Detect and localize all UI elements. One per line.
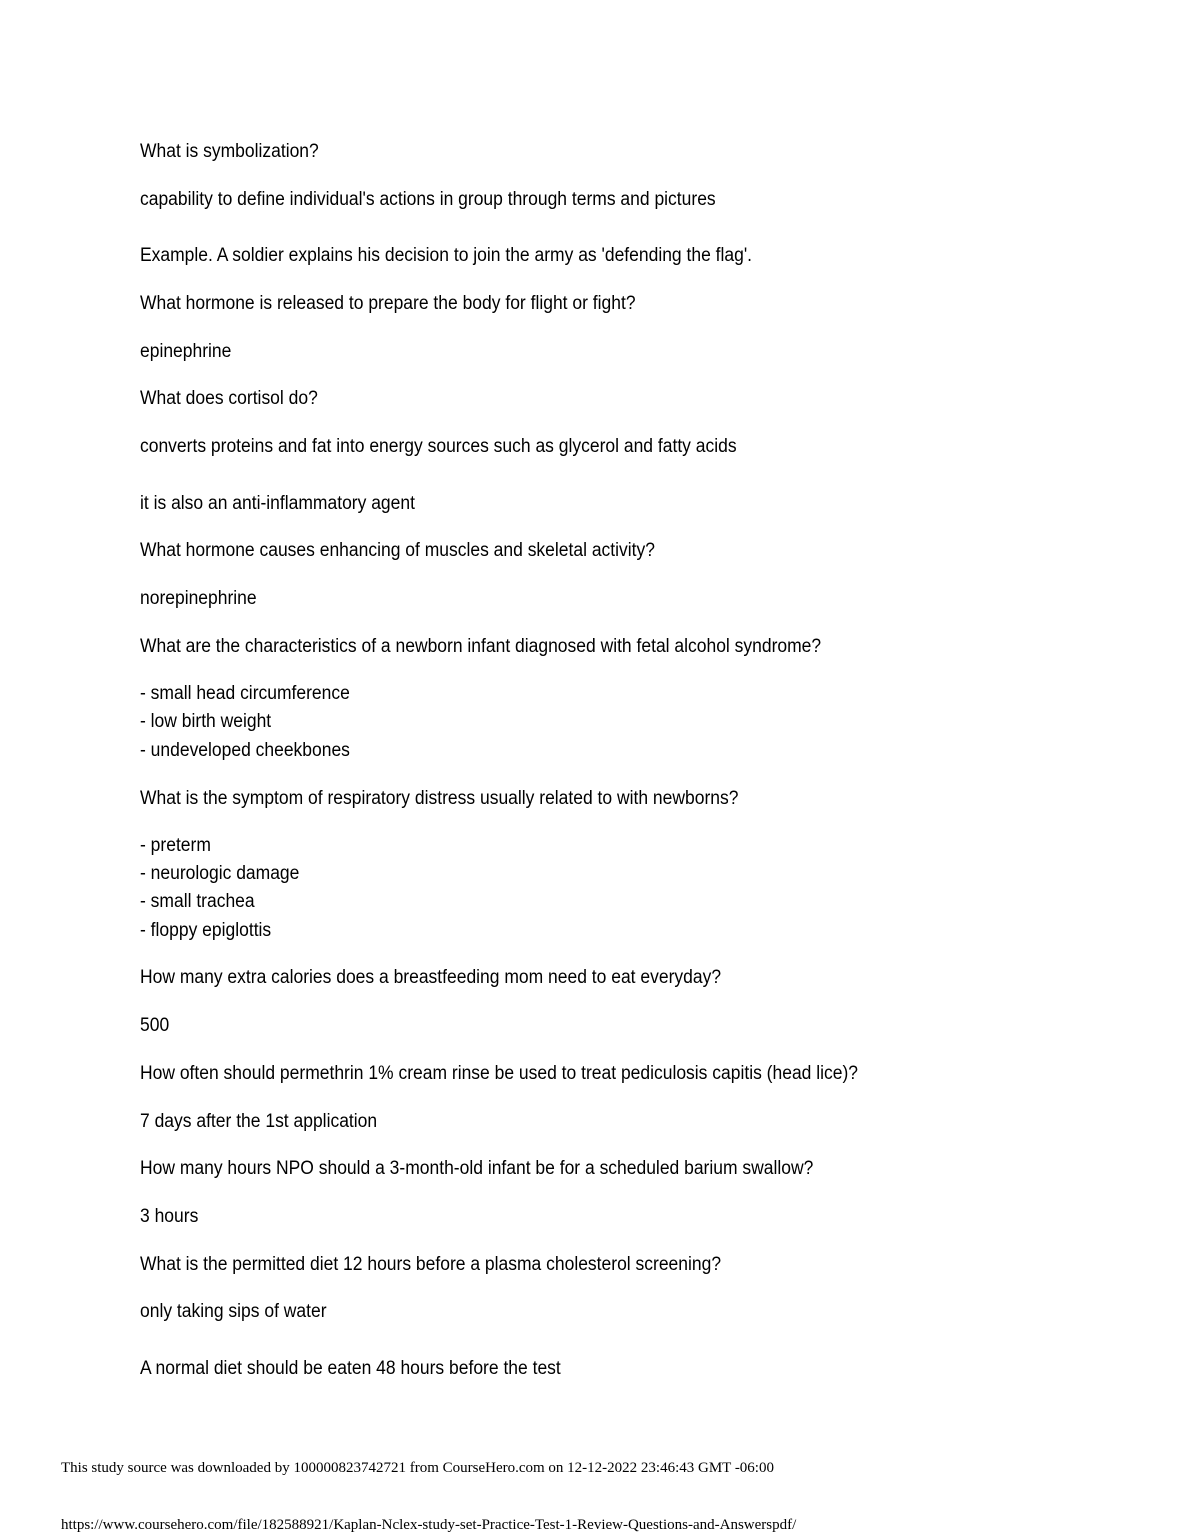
answer-epinephrine: epinephrine bbox=[140, 341, 232, 362]
list-item: - low birth weight bbox=[140, 711, 272, 732]
list-item: - preterm bbox=[140, 835, 211, 856]
answer-breastfeeding-calories: 500 bbox=[140, 1015, 170, 1036]
question-breastfeeding-calories: How many extra calories does a breastfeeding mom need to eat everyday? bbox=[140, 967, 722, 988]
list-item: - neurologic damage bbox=[140, 863, 300, 884]
source-url[interactable]: https://www.coursehero.com/file/182588921/Kaplan-Nclex-study-set-Practice-Test-1-Review-Questions-and-Answerspdf/ bbox=[61, 1517, 797, 1533]
list-item: - floppy epiglottis bbox=[140, 920, 272, 941]
answer-cholesterol-diet-extra: A normal diet should be eaten 48 hours before the test bbox=[140, 1358, 561, 1379]
list-item: - undeveloped cheekbones bbox=[140, 740, 350, 761]
answer-norepinephrine: norepinephrine bbox=[140, 588, 257, 609]
question-respiratory-distress: What is the symptom of respiratory distress usually related to with newborns? bbox=[140, 788, 739, 809]
answer-npo-hours: 3 hours bbox=[140, 1206, 199, 1227]
question-npo-hours: How many hours NPO should a 3-month-old infant be for a scheduled barium swallow? bbox=[140, 1158, 814, 1179]
list-item: - small trachea bbox=[140, 891, 255, 912]
question-flight-fight-hormone: What hormone is released to prepare the body for flight or fight? bbox=[140, 293, 636, 314]
list-item: - small head circumference bbox=[140, 683, 350, 704]
question-cholesterol-diet: What is the permitted diet 12 hours before a plasma cholesterol screening? bbox=[140, 1254, 722, 1275]
question-cortisol: What does cortisol do? bbox=[140, 388, 318, 409]
question-symbolization: What is symbolization? bbox=[140, 141, 319, 162]
answer-cholesterol-diet: only taking sips of water bbox=[140, 1301, 327, 1322]
answer-cortisol: converts proteins and fat into energy sources such as glycerol and fatty acids bbox=[140, 436, 737, 457]
answer-symbolization: capability to define individual's actions in group through terms and pictures bbox=[140, 189, 716, 210]
example-symbolization: Example. A soldier explains his decision to join the army as 'defending the flag'. bbox=[140, 245, 753, 266]
question-fetal-alcohol: What are the characteristics of a newborn infant diagnosed with fetal alcohol syndrome? bbox=[140, 636, 822, 657]
question-muscle-hormone: What hormone causes enhancing of muscles and skeletal activity? bbox=[140, 540, 655, 561]
question-permethrin: How often should permethrin 1% cream rinse be used to treat pediculosis capitis (head lice)? bbox=[140, 1063, 859, 1084]
download-notice: This study source was downloaded by 100000823742721 from CourseHero.com on 12-12-2022 23:46:43 GMT -06:00 bbox=[61, 1460, 774, 1476]
answer-permethrin: 7 days after the 1st application bbox=[140, 1111, 378, 1132]
answer-cortisol-extra: it is also an anti-inflammatory agent bbox=[140, 493, 415, 514]
